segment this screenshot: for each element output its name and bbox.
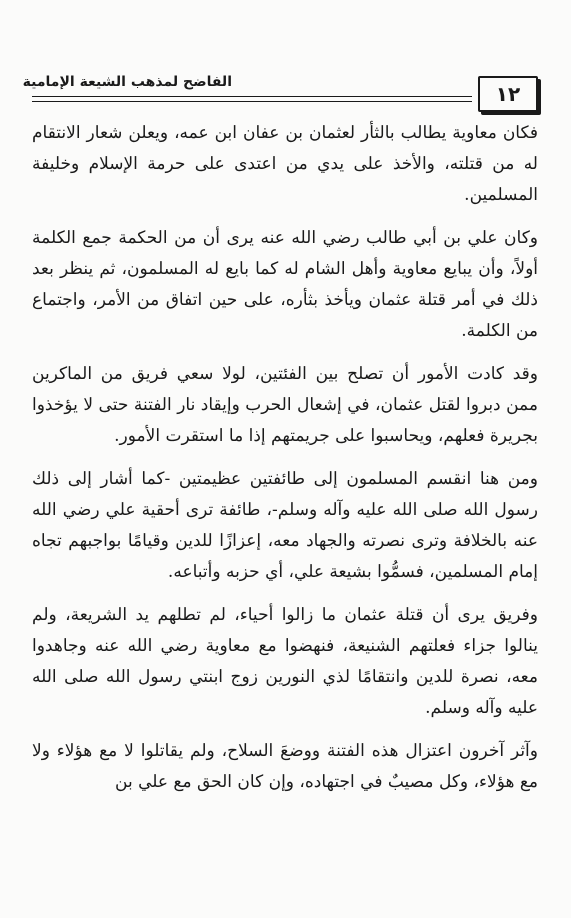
page-number: ١٢ bbox=[478, 76, 538, 112]
paragraph: وآثر آخرون اعتزال هذه الفتنة ووضعَ السلاح، ولم يقاتلوا لا مع هؤلاء ولا مع هؤلاء، وكل مصيبٌ في اجتهاده، وإن كان الحق مع علي بن bbox=[32, 741, 538, 792]
paragraph: ومن هنا انقسم المسلمون إلى طائفتين عظيمتين -كما أشار إلى ذلك رسول الله صلى الله عليه وآله وسلم-، طائفة ترى أحقية علي رضي الله عنه بالخلافة وترى نصرته والجهاد معه، إعزازًا للدين وقيامًا بواجبهم تجاه إمام المسلمين، فسمُّوا بشيعة علي، أي حزبه وأتباعه. bbox=[32, 469, 538, 582]
header-rule-thin bbox=[32, 101, 472, 102]
paragraph: وكان علي بن أبي طالب رضي الله عنه يرى أن من الحكمة جمع الكلمة أولاً، وأن يبايع معاوية وأهل الشام له كما بايع له المسلمون، ثم ينظر بعد ذلك في أمر قتلة عثمان ويأخذ بثأره، على حين اتفاق من الأمر، واجتماع من الكلمة. bbox=[32, 228, 538, 341]
running-title: الفاضح لمذهب الشيعة الإمامية bbox=[22, 74, 232, 90]
page-header bbox=[22, 74, 538, 114]
paragraph: وقد كادت الأمور أن تصلح بين الفئتين، لولا سعي فريق من الماكرين ممن دبروا لقتل عثمان، في إشعال الحرب وإيقاد نار الفتنة حتى لا يؤخذوا بجريرة فعلهم، ويحاسبوا على جريمتهم إذا ما استقرت الأمور. bbox=[32, 364, 538, 446]
page-body bbox=[32, 118, 538, 810]
paragraph: فكان معاوية يطالب بالثأر لعثمان بن عفان ابن عمه، ويعلن شعار الانتقام له من قتلته، والأخذ على يدي من اعتدى على حرمة الإسلام وخليفة المسلمين. bbox=[32, 123, 538, 205]
paragraph: وفريق يرى أن قتلة عثمان ما زالوا أحياء، لم تطلهم يد الشريعة، ولم ينالوا جزاء فعلتهم الشنيعة، فنهضوا مع معاوية رضي الله عنه وجاهدوا معه، نصرة للدين وانتقامًا لذي النورين زوج ابنتي رسول الله صلى الله عليه وآله وسلم. bbox=[32, 605, 538, 718]
header-rule bbox=[32, 96, 472, 97]
